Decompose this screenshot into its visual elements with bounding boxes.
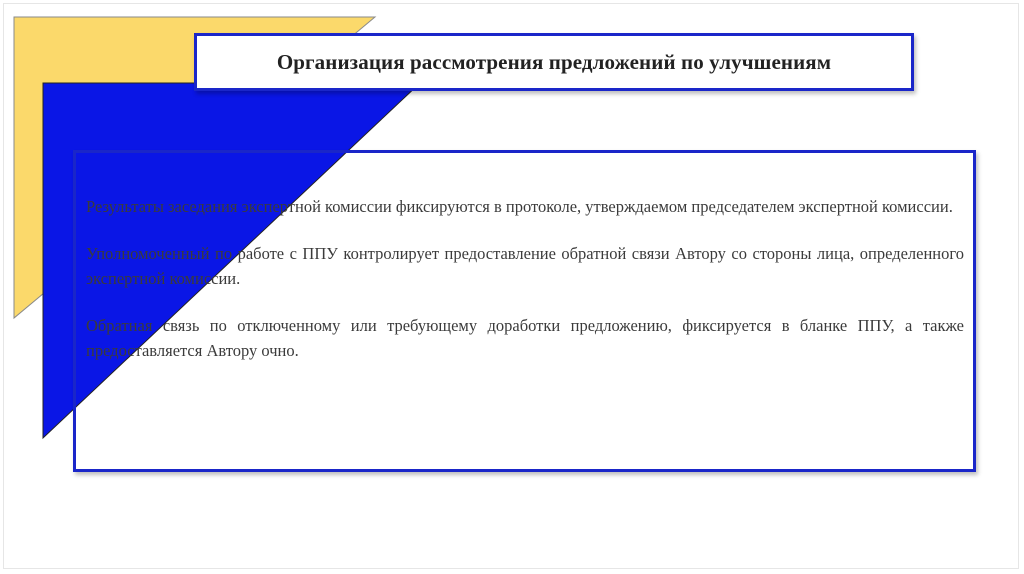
paragraph-feedback-form: Обратная связь по отключенному или требующему доработки предложению, фиксируется в бланке ППУ, а также предоставляется Автору очно. xyxy=(86,316,964,360)
slide-title: Организация рассмотрения предложений по улучшениям xyxy=(276,49,832,74)
paragraph-protocol: Результаты заседания экспертной комиссии фиксируются в протоколе, утверждаемом председателем экспертной комиссии. xyxy=(86,197,953,216)
title-box xyxy=(194,33,914,91)
paragraph-feedback-control: Уполномоченный по работе с ППУ контролирует предоставление обратной связи Автору со стороны лица, определенного экспертной комиссии. xyxy=(86,244,964,288)
content-body xyxy=(86,194,964,385)
